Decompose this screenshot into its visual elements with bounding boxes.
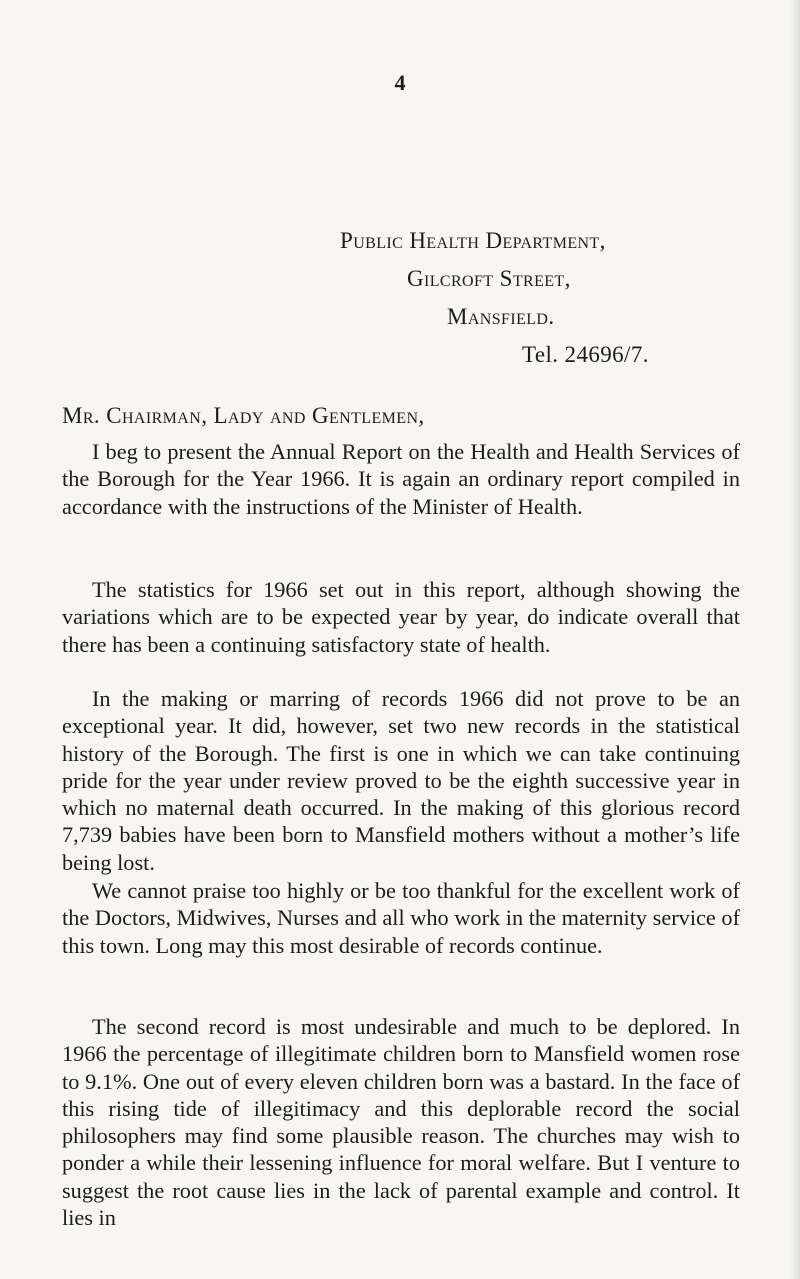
- page-edge-shadow: [790, 0, 800, 1279]
- paragraph-text: I beg to present the Annual Report on the Health and Health Services of the Borough for the Year 1966. It is again an ordinary report compiled in accordance with the instructions of the Minister of Health.: [62, 439, 740, 519]
- paragraph-introduction: [62, 438, 740, 520]
- sender-address: [328, 222, 728, 374]
- paragraph-text: The statistics for 1966 set out in this report, although showing the variations which are to be expected year by year, do indicate overall that there has been a continuing satisfactory state of health.: [62, 577, 740, 657]
- address-town: Mansfield.: [447, 304, 555, 329]
- paragraph-illegitimacy: [62, 1013, 740, 1231]
- paragraph-text: We cannot praise too highly or be too thankful for the excellent work of the Doctors, Midwives, Nurses and all who work in the maternity service of this town. Long may this most desirable of records continue.: [62, 878, 740, 958]
- page-number: 4: [394, 70, 406, 95]
- paragraph-records: [62, 685, 740, 876]
- address-department: Public Health Department,: [340, 228, 606, 253]
- address-street: Gilcroft Street,: [407, 266, 571, 291]
- paragraph-text: The second record is most undesirable and much to be deplored. In 1966 the percentage of illegitimate children born to Mansfield women rose to 9.1%. One out of every eleven children born was a bastard. In the face of this rising tide of illegitimacy and this deplorable record the social philosophers may find some plausible reason. The churches may wish to ponder a while their lessening influence for moral welfare. But I venture to suggest the root cause lies in the lack of parental example and control. It lies in: [62, 1014, 740, 1231]
- paragraph-statistics: [62, 576, 740, 658]
- address-telephone: Tel. 24696/7.: [522, 342, 649, 367]
- paragraph-praise: [62, 877, 740, 959]
- paragraph-text: In the making or marring of records 1966 did not prove to be an exceptional year. It did, however, set two new records in the statistical history of the Borough. The first is one in which we can take continuing pride for the year under review proved to be the eighth successive year in which no maternal death occurred. In the making of this glorious record 7,739 babies have been born to Mansfield mothers without a mother’s life being lost.: [62, 686, 740, 875]
- salutation: Mr. Chairman, Lady and Gentlemen,: [62, 403, 425, 428]
